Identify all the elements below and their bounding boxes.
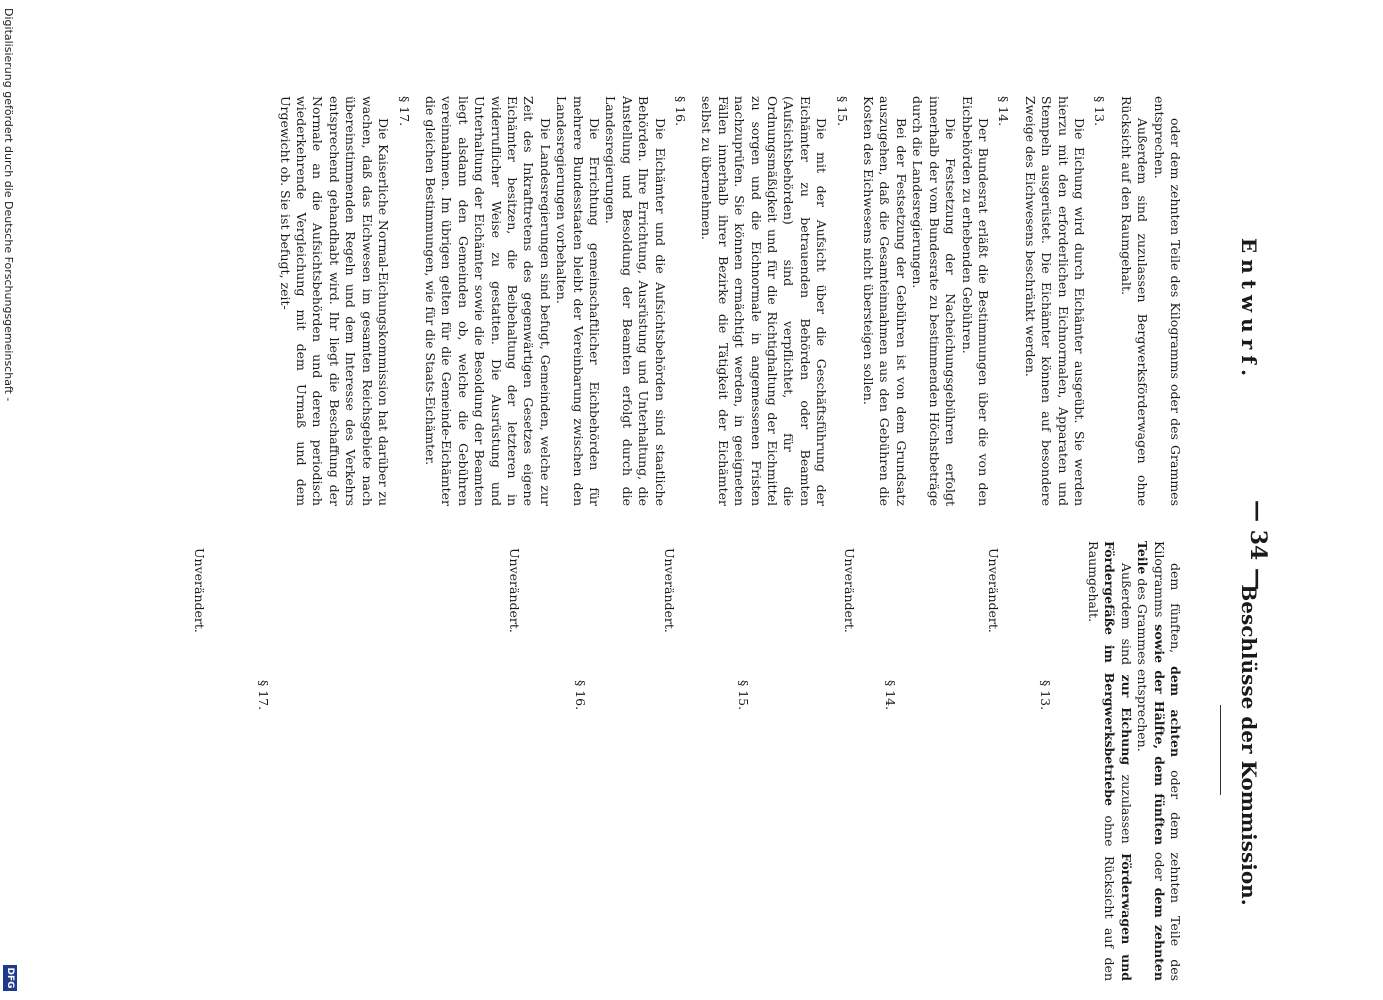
entwurf-section-14-p1: Der Bundesrat erläßt die Bestimmungen über die von den Eichbehörden zu erhebenden Gebühren. [959,96,991,506]
beschluesse-intro2-a: Außerdem sind [1118,563,1134,675]
header-entwurf: Entwurf. [1237,237,1261,383]
entwurf-section-16-p2: Die Errichtung gemeinschaftlicher Eichbehörden für mehrere Bundesstaaten bleibt der Vereinbarung zwischen den Landesregierungen vorbehalten. [554,96,602,506]
beschluesse-intro2-e: ohne Rücksicht auf den Raumgehalt. [1085,541,1118,981]
beschluesse-intro-d: sowie der Hälfte, dem fünften [1151,624,1167,846]
header-beschluesse: Beschlüsse der Kommission. [1237,584,1261,906]
beschluesse-intro-g: des Grammes entsprechen. [1135,574,1151,752]
dfg-logo: DFG [3,965,17,991]
beschluesse-intro2-b: zur Eichung [1118,674,1134,766]
beschluesse-section-17-heading: § 17. [256,680,271,711]
entwurf-section-14-p2: Die Festsetzung der Nacheichungsgebühren erfolgt innerhalb der vom Bundesrate zu bestimmenden Höchstbeträge durch die Landesregierungen. [910,96,959,506]
unchanged-17: Unverändert. [192,548,207,633]
entwurf-intro-bergwerk: Außerdem sind zuzulassen Bergwerksförderwagen ohne Rücksicht auf den Raumgehalt. [1118,96,1151,506]
header-rule [1220,705,1221,795]
beschluesse-intro2-c: zuzulassen [1118,765,1134,854]
entwurf-section-16-heading: § 16. [673,96,689,127]
unchanged-16: Unverändert. [507,548,522,633]
entwurf-section-16-p3: Die Landesregierungen sind befugt, Gemeinden, welche zur Zeit des Inkrafttretens des gegenwärtigen Gesetzes eigene Eichämter besitzen, die Beibehaltung der letzteren in widerruflicher Weise zu gestatten. Die Ausrüstung und Unterhaltung der Eichämter sowie die Besoldung der Beamten liegt alsdann den Gemeinden ob, welche die Gebühren vereinnahmen. Im übrigen gelten für die Gemeinde-Eichämter die gleichen Bestimmungen, wie für die Staats-Eichämter. [422,96,553,506]
beschluesse-column [1085,541,1183,981]
beschluesse-section-16-heading: § 16. [573,680,588,711]
entwurf-section-15-text: Die mit der Aufsicht über die Geschäftsführung der Eichämter zu betrauenden Behörden oder Beamten (Aufsichtsbehörden) sind verpflichtet, für die Ordnungsmäßigkeit und für die Richtighaltung der Eichmittel zu sorgen und die Eichnormale in angemessenen Fristen nachzuprüfen. Sie können ermächtigt werden, in geeigneten Fällen innerhalb ihrer Bezirke die Tätigkeit der Eichämter selbst zu übernehmen. [699,96,830,506]
entwurf-intro: oder dem zehnten Teile des Kilogramms oder des Grammes entsprechen. [1151,96,1183,506]
entwurf-section-17-text: Die Kaiserliche Normal-Eichungskommission hat darüber zu wachen, daß das Eichwesen im gesamten Reichsgebiete nach übereinstimmenden Regeln und dem Interesse des Verkehrs entsprechend gehandhabt wird. Ihr liegt die Beschaffung der Normale an die Aufsichtsbehörden und deren periodisch wiederkehrende Vergleichung mit dem Urmaß und dem Urgewicht ob. Sie ist befugt, zeit- [277,96,392,506]
beschluesse-intro-a: dem fünften, [1168,563,1183,667]
beschluesse-intro2-d: Förderwagen und Fördergefäße im Bergwerksbetriebe [1102,541,1134,981]
beschluesse-section-14-heading: § 14. [883,680,898,711]
unchanged-14: Unverändert. [842,548,857,633]
entwurf-section-17-heading: § 17. [396,96,412,127]
beschluesse-intro-c: oder dem zehnten Teile des Kilogramms [1151,541,1183,982]
entwurf-section-14-heading: § 14. [996,96,1012,127]
page-number: — 34 — [1245,500,1271,590]
beschluesse-intro-b: dem achten [1168,666,1183,758]
entwurf-section-13-heading: § 13. [1092,96,1108,127]
entwurf-section-14-p3: Bei der Festsetzung der Gebühren ist von dem Grundsatz auszugehen, daß die Gesamteinnahmen aus den Gebühren die Kosten des Eichwesens nicht übersteigen sollen. [861,96,909,506]
entwurf-section-16-p1: Die Eichämter und die Aufsichtsbehörden sind staatliche Behörden. Ihre Errichtung, Ausrüstung und Unterhaltung, die Anstellung und Besoldung der Beamten erfolgt durch die Landesregierungen. [603,96,668,506]
beschluesse-intro-bergwerk [1085,541,1134,981]
entwurf-section-15-heading: § 15. [834,96,850,127]
beschluesse-intro-e: oder [1151,845,1167,888]
entwurf-section-13-text: Die Eichung wird durch Eichämter ausgeübt. Sie werden hierzu mit den erforderlichen Eichnormalen, Apparaten und Stempeln ausgerüstet. Die Eichämter können auf besondere Zweige des Eichwesens beschränkt werden. [1022,96,1087,506]
beschluesse-section-13-heading: § 13. [1038,680,1053,711]
footer-credit: Digitalisierung gefördert durch die Deutsche Forschungsgemeinschaft - [2,8,15,402]
beschluesse-intro [1134,541,1183,981]
beschluesse-intro-f: dem zehnten Teile [1135,541,1167,981]
unchanged-13: Unverändert. [986,548,1001,633]
unchanged-15: Unverändert. [662,548,677,633]
entwurf-column [276,96,1183,506]
beschluesse-section-15-heading: § 15. [736,680,751,711]
